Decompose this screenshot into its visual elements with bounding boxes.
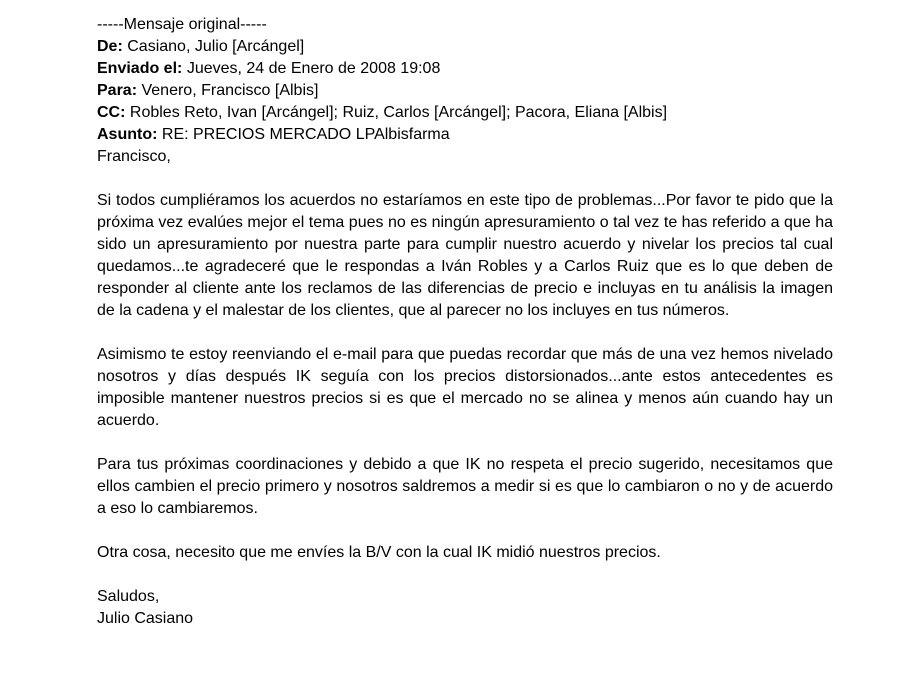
header-sent-value: Jueves, 24 de Enero de 2008 19:08 [186, 60, 441, 77]
header-cc-value: Robles Reto, Ivan [Arcángel]; Ruiz, Carlos [Arcángel]; Pacora, Eliana [Albis] [129, 104, 668, 121]
header-to-value: Venero, Francisco [Albis] [141, 82, 319, 99]
signature-name: Julio Casiano [97, 610, 194, 627]
header-from-label: De: [97, 38, 123, 55]
greeting: Francisco, [97, 148, 171, 165]
header-sent-label: Enviado el: [97, 60, 183, 77]
body-paragraph-1: Si todos cumpliéramos los acuerdos no estaríamos en este tipo de problemas...Por favor te pido que la próxima vez evalúes mejor el tema pues no es ningún apresuramiento o tal vez te has referido a que ha sido un apresuramiento por nuestra parte para cumplir nuestro acuerdo y nivelar los precios tal cual quedamos...te agradeceré que le respondas a Iván Robles y a Carlos Ruiz que es lo que deben de responder al cliente ante los reclamos de las diferencias de precio e incluyas en tu análisis la imagen de la cadena y el malestar de los clientes, que al parecer no los incluyes en tus números. [97, 192, 833, 319]
header-subject [97, 124, 833, 146]
body-paragraph-3: Para tus próximas coordinaciones y debido a que IK no respeta el precio sugerido, necesitamos que ellos cambien el precio primero y nosotros saldremos a medir si es que lo cambiaron o no y de acuerdo a eso lo cambiaremos. [97, 456, 833, 517]
header-from [97, 36, 833, 58]
email-header-block [97, 14, 833, 146]
header-from-value: Casiano, Julio [Arcángel] [127, 38, 305, 55]
body-paragraph-2: Asimismo te estoy reenviando el e-mail para que puedas recordar que más de una vez hemos nivelado nosotros y días después IK seguía con los precios distorsionados...ante estos antecedentes es imposible mantener nuestros precios si es que el mercado no se alinea y menos aún cuando hay un acuerdo. [97, 346, 833, 429]
header-to [97, 80, 833, 102]
header-cc-label: CC: [97, 104, 126, 121]
body-paragraph-4: Otra cosa, necesito que me envíes la B/V con la cual IK midió nuestros precios. [97, 544, 661, 561]
closing: Saludos, [97, 588, 160, 605]
original-message-separator: -----Mensaje original----- [97, 16, 267, 33]
header-subject-value: RE: PRECIOS MERCADO LPAlbisfarma [161, 126, 450, 143]
header-cc [97, 102, 833, 124]
header-subject-label: Asunto: [97, 126, 158, 143]
header-to-label: Para: [97, 82, 138, 99]
header-sent [97, 58, 833, 80]
